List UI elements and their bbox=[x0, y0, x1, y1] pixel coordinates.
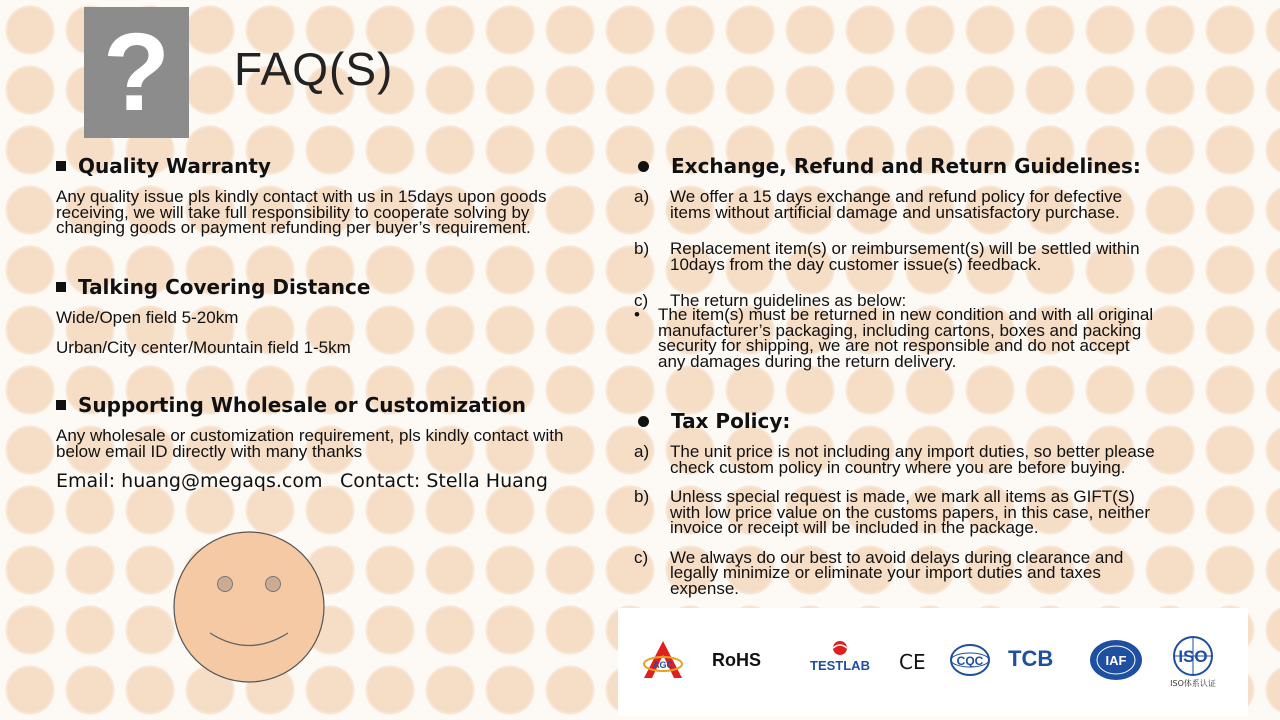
wholesale-heading bbox=[56, 393, 526, 417]
distance-heading bbox=[56, 275, 370, 299]
text-line: expense. bbox=[670, 578, 739, 598]
heading-text: Exchange, Refund and Return Guidelines: bbox=[671, 154, 1141, 178]
quality-warranty-text bbox=[56, 189, 626, 236]
text-line: changing goods or payment refunding per buyer’s requirement. bbox=[56, 218, 531, 237]
page-title: FAQ(S) bbox=[234, 43, 394, 95]
bullet-icon: • bbox=[634, 305, 640, 324]
heading-text: Tax Policy: bbox=[671, 409, 791, 433]
round-bullet-icon bbox=[638, 416, 649, 427]
text-line: items without artificial damage and unsatisfactory purchase. bbox=[670, 202, 1120, 222]
email-line[interactable]: Email: huang@megaqs.com bbox=[56, 470, 323, 492]
heading-text: Talking Covering Distance bbox=[78, 275, 371, 299]
text-line: below email ID directly with many thanks bbox=[56, 441, 363, 461]
exchange-heading bbox=[638, 154, 1141, 178]
list-item bbox=[634, 489, 1234, 536]
question-mark-icon: ? bbox=[84, 7, 189, 138]
tax-heading bbox=[638, 409, 790, 433]
iso-caption: ISO体系认证 bbox=[1170, 679, 1216, 688]
list-item bbox=[634, 189, 1234, 220]
certification-logos bbox=[618, 608, 1248, 716]
testlab-logo-icon bbox=[800, 638, 880, 674]
text-line: The unit price is not including any import duties, so better please bbox=[670, 442, 1155, 461]
cqc-logo-icon bbox=[948, 642, 992, 678]
text-line: Any wholesale or customization requirement, pls kindly contact with bbox=[56, 426, 564, 445]
distance-line-2: Urban/City center/Mountain field 1-5km bbox=[56, 338, 351, 357]
text-line: security for shipping, we are not responsible and do not accept bbox=[658, 336, 1130, 355]
iso-text: ISO bbox=[1178, 647, 1208, 666]
square-bullet-icon bbox=[56, 161, 66, 171]
text-line: Replacement item(s) or reimbursement(s) will be settled within bbox=[670, 239, 1140, 258]
distance-line-1: Wide/Open field 5-20km bbox=[56, 308, 239, 327]
item-label: a) bbox=[634, 442, 650, 461]
square-bullet-icon bbox=[56, 400, 66, 410]
item-label: b) bbox=[634, 239, 650, 258]
list-item bbox=[634, 241, 1234, 272]
text-line: legally minimize or eliminate your import duties and taxes bbox=[670, 563, 1101, 582]
heading-text: Quality Warranty bbox=[78, 154, 271, 178]
rohs-logo: RoHS bbox=[712, 650, 761, 670]
square-bullet-icon bbox=[56, 282, 66, 292]
text-line: any damages during the return delivery. bbox=[658, 351, 957, 371]
list-item bbox=[634, 547, 1234, 598]
round-bullet-icon bbox=[638, 161, 649, 172]
text-line: receiving, we will take full responsibility to cooperate solving by bbox=[56, 202, 530, 222]
item-label: b) bbox=[634, 487, 650, 506]
text-line: invoice or receipt will be included in the package. bbox=[670, 518, 1039, 537]
item-label: c) bbox=[634, 291, 649, 310]
text-line: with low price value on the customs papers, in this case, neither bbox=[670, 502, 1151, 522]
iaf-text: IAF bbox=[1105, 653, 1127, 668]
item-label: a) bbox=[634, 187, 650, 206]
testlab-text: TESTLAB bbox=[810, 658, 870, 673]
text-line: The item(s) must be returned in new condition and with all original bbox=[658, 305, 1154, 324]
iso-logo-icon bbox=[1166, 634, 1220, 688]
item-label: c) bbox=[634, 547, 649, 567]
exchange-items bbox=[634, 189, 1234, 309]
wholesale-text bbox=[56, 428, 626, 459]
text-line: The return guidelines as below: bbox=[670, 291, 907, 310]
tax-items bbox=[634, 444, 1234, 596]
text-line: check custom policy in country where you are before buying. bbox=[670, 457, 1126, 477]
cqc-text: CQC bbox=[956, 654, 984, 668]
contact-name: Contact: Stella Huang bbox=[340, 470, 548, 492]
ce-logo: CE bbox=[899, 650, 926, 674]
smiley-face-icon bbox=[170, 530, 330, 686]
agc-logo-icon bbox=[638, 638, 688, 680]
text-line: We offer a 15 days exchange and refund policy for defective bbox=[670, 187, 1123, 206]
list-item bbox=[634, 444, 1234, 475]
text-line: 10days from the day customer issue(s) feedback. bbox=[670, 254, 1042, 274]
text-line: Any quality issue pls kindly contact with us in 15days upon goods bbox=[56, 187, 547, 206]
heading-text: Supporting Wholesale or Customization bbox=[78, 393, 526, 417]
quality-warranty-heading bbox=[56, 154, 271, 178]
tcb-logo: TCB bbox=[1008, 646, 1054, 671]
text-line: manufacturer’s packaging, including cartons, boxes and packing bbox=[658, 320, 1142, 340]
text-line: Unless special request is made, we mark all items as GIFT(S) bbox=[670, 487, 1135, 506]
return-bullet bbox=[634, 307, 1234, 369]
text-line: We always do our best to avoid delays during clearance and bbox=[670, 547, 1124, 567]
iaf-logo-icon bbox=[1088, 638, 1144, 682]
agc-text: AGC bbox=[653, 660, 673, 670]
